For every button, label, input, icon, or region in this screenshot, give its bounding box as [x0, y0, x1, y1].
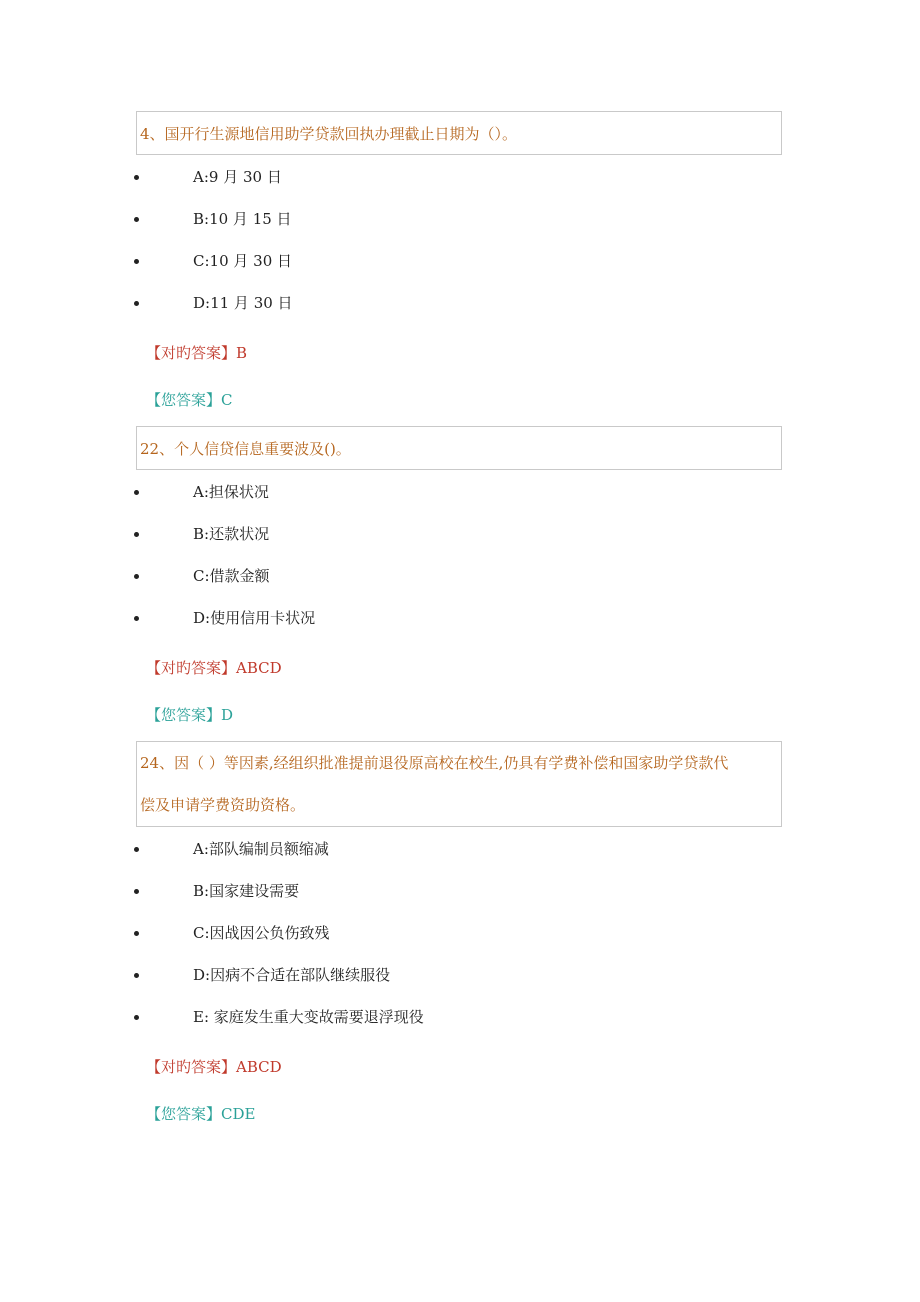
option-item[interactable]: [0, 597, 920, 639]
correct-answer-label: 【对旳答案】: [146, 344, 237, 362]
bullet-icon: [134, 532, 139, 537]
option-text: B:10 月 15 日: [193, 210, 292, 228]
your-answer-value: CDE: [221, 1105, 256, 1123]
correct-answer: [146, 1054, 282, 1080]
option-text: D:使用信用卡状况: [193, 609, 316, 627]
correct-answer: [146, 340, 247, 366]
your-answer-label: 【您答案】: [146, 391, 222, 409]
your-answer: [146, 1101, 255, 1127]
option-text: A:9 月 30 日: [193, 168, 282, 186]
option-item[interactable]: [0, 912, 920, 954]
option-text: B:国家建设需要: [193, 882, 300, 900]
question-22-options: [0, 471, 920, 639]
question-24-text-line1: 24、因（ ）等因素,经组织批准提前退役原高校在校生,仍具有学费补偿和国家助学贷款代: [140, 754, 729, 772]
your-answer: [146, 702, 233, 728]
option-item[interactable]: [0, 198, 920, 240]
correct-answer-value: B: [236, 344, 248, 362]
bullet-icon: [134, 973, 139, 978]
your-answer-value: C: [221, 391, 233, 409]
option-item[interactable]: [0, 156, 920, 198]
question-4-text: 4、国开行生源地信用助学贷款回执办理截止日期为（）。: [140, 125, 518, 143]
question-22-text: 22、个人信贷信息重要波及()。: [140, 440, 351, 458]
option-text: C:因战因公负伤致残: [193, 924, 330, 942]
question-24-box: [136, 741, 782, 827]
bullet-icon: [134, 889, 139, 894]
correct-answer: [146, 655, 282, 681]
bullet-icon: [134, 301, 139, 306]
bullet-icon: [134, 847, 139, 852]
option-text: B:还款状况: [193, 525, 270, 543]
option-item[interactable]: [0, 828, 920, 870]
bullet-icon: [134, 931, 139, 936]
your-answer-value: D: [221, 706, 234, 724]
option-item[interactable]: [0, 513, 920, 555]
bullet-icon: [134, 217, 139, 222]
bullet-icon: [134, 574, 139, 579]
option-item[interactable]: [0, 471, 920, 513]
option-text: A:担保状况: [193, 483, 269, 501]
bullet-icon: [134, 616, 139, 621]
option-text: A:部队编制员额缩减: [193, 840, 329, 858]
your-answer-label: 【您答案】: [146, 706, 222, 724]
option-item[interactable]: [0, 282, 920, 324]
option-item[interactable]: [0, 996, 920, 1038]
correct-answer-value: ABCD: [236, 1058, 282, 1076]
option-item[interactable]: [0, 555, 920, 597]
option-text: D:11 月 30 日: [193, 294, 293, 312]
option-text: D:因病不合适在部队继续服役: [193, 966, 391, 984]
question-4-options: [0, 156, 920, 324]
option-item[interactable]: [0, 870, 920, 912]
question-24-options: [0, 828, 920, 1038]
bullet-icon: [134, 175, 139, 180]
correct-answer-label: 【对旳答案】: [146, 1058, 237, 1076]
your-answer-label: 【您答案】: [146, 1105, 222, 1123]
correct-answer-value: ABCD: [236, 659, 282, 677]
option-text: E: 家庭发生重大变故需要退浮现役: [193, 1008, 424, 1026]
option-item[interactable]: [0, 954, 920, 996]
question-4-box: [136, 111, 782, 155]
option-text: C:10 月 30 日: [193, 252, 293, 270]
bullet-icon: [134, 490, 139, 495]
your-answer: [146, 387, 233, 413]
question-22-box: [136, 426, 782, 470]
option-text: C:借款金额: [193, 567, 270, 585]
bullet-icon: [134, 259, 139, 264]
question-24-text-line2: 偿及申请学费资助资格。: [140, 796, 306, 814]
bullet-icon: [134, 1015, 139, 1020]
option-item[interactable]: [0, 240, 920, 282]
correct-answer-label: 【对旳答案】: [146, 659, 237, 677]
